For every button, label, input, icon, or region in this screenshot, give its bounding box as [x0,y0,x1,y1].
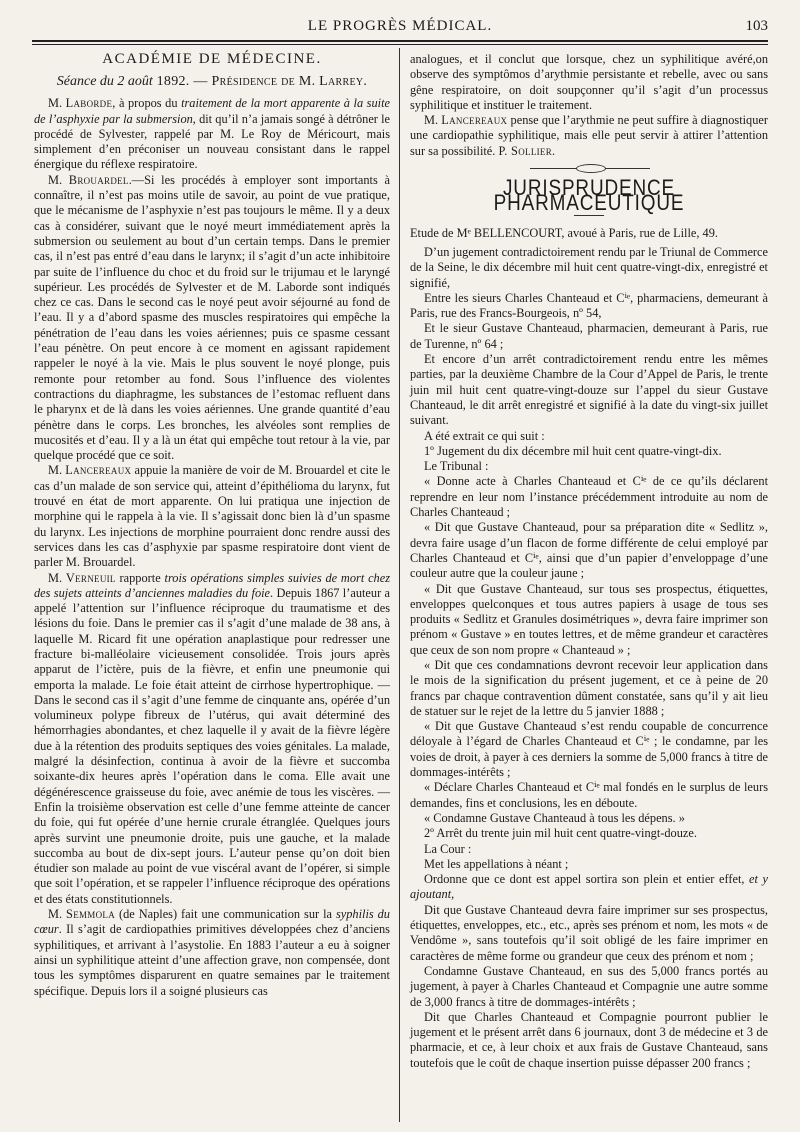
legal-paragraph: « Dit que Gustave Chanteaud s’est rendu coupable de concurrence déloyale à l’égard de Charles Chanteaud et Cⁱᵉ ; le condamne, par les voies de droit, à payer à ces derniers la somme de 5,000 francs à titre de dommages-intérêts ; [410,719,768,780]
signature: P. Sollier. [498,143,556,158]
legal-paragraph: Dit que Gustave Chanteaud devra faire imprimer sur ses prospectus, étiquettes, enveloppes, etc., etc., après ses prénom et nom, les mots « de Vendôme », sans toutefois qu’il soit obligé de les faire imprimer en caractères de même forme ou grandeur que ceux des prénom et nom ; [410,902,768,963]
section-title: ACADÉMIE DE MÉDECINE. [102,51,322,67]
speaker-name: Brouardel [68,172,129,187]
paragraph-ordonne: Ordonne que ce dont est appel sortira son plein et entier effet, et y ajoutant, [410,872,768,902]
speaker-name: Lancereaux [65,463,132,478]
legal-paragraph: A été extrait ce qui suit : [424,428,545,443]
journal-title: LE PROGRÈS MÉDICAL. [307,18,493,34]
right-column [410,52,768,1071]
legal-paragraph: Dit que Charles Chanteaud et Compagnie pourront publier le jugement et le présent arrêt dans 6 journaux, dont 3 de médecine et 3 de pharmacie, et ce, à leur choix et aux frais de Gustave Chanteaud, sans toutefois que le coût de chaque insertion puisse dépasser 200 francs ; [410,1009,768,1070]
speaker-name: Lancereaux [441,113,508,128]
legal-paragraph: « Dit que Gustave Chanteaud, pour sa préparation dite « Sedlitz », devra faire usage d’un flacon de forme différente de celui employé par Charles Chanteaud et Cⁱᵉ, ainsi que d’un papier d’enveloppage d’une couleur autre que la couleur jaune ; [410,520,768,581]
legal-paragraph: « Dit que ces condamnations devront recevoir leur application dans le mois de la signification du présent jugement, et ce à peine de 20 francs par chaque contravention dûment constatée, sans qu’il y ait lieu de statuer sur le rejet de la lettre du 5 janvier 1888 ; [410,657,768,718]
paragraph-verneuil: M. Verneuil rapporte trois opérations simples suivies de mort chez des sujets atteints d’anciennes maladies du foie. Depuis 1867 l’auteur a appelé l’attention sur l’influence réciproque du traumatisme et des lésions du foie. Dans le premier cas il s’agit d’une malade de 38 ans, à laquelle M. Ricard fit une opération anaplastique pour redresser une fracture bi-malléolaire vicieusement consolidée. Trois jours après apparut de l’ictère, puis de la fièvre, et enfin une pneumonie qui emporta la malade. Le foie était atteint de cirrhose hypertrophique. — Dans le second cas il s’agit d’une femme de cinquante ans, opérée d’un volumineux polype fibreux de l’utérus, qui avait déterminé des hémorrhagies abondantes, et chez laquelle il y avait de la fièvre légère due à la rétention des produits septiques des voies génitales. La malade, malgré la désinfection, continua à avoir de la fièvre et succomba soixante-dix heures après l’opération dans le coma. Elle avait une dégénérescence graisseuse du foie, avec anémie de tous les viscères. — Enfin la troisième observation est celle d’une femme atteinte de cancer du foie, qui fut opérée d’une hernie crurale étranglée. Quelques jours après survint une pneumonie droite, puis une gauche, et la malade succomba au bout de dix-sept jours. L’auteur pense qu’on doit bien étudier son malade au point de vue viscéral avant de l’opérer, si simple que soit l’opération, et se rappeler l’influence réciproque des opérations et des états constitutionnels. [34,570,391,906]
paragraph-laborde: M. Laborde, à propos du traitement de la mort apparente à la suite de l’asphyxie par la submersion, dit qu’il n’a jamais songé à détrôner le procédé de Sylvester, rappelé par M. Le Roy de Méricourt, mais simplement d’en préconiser un nouveau consistant dans le rappel énergique du réflexe respiratoire. [34,96,390,172]
page-number: 103 [745,18,768,34]
running-header [32,18,768,40]
legal-paragraph: Entre les sieurs Charles Chanteaud et Cⁱᵉ, pharmaciens, demeurant à Paris, rue des Francs-Bourgeois, nº 54, [410,290,768,321]
paragraph-semmola: M. Semmola (de Naples) fait une communication sur la syphilis du cœur. Il s’agit de cardiopathies primitives développées chez d’anciens syphilitiques, et arrivant à l’asystolie. En 1883 l’auteur a eu à soigner ainsi un syphilitique atteint d’une affection grave, non compensée, dont tous les symptômes disparurent en quatre semaines par le traitement spécifique. Depuis lors il a soigné plusieurs cas [34,907,390,998]
speaker-name: Laborde [65,96,113,111]
legal-paragraph: « Dit que Gustave Chanteaud, sur tous ses prospectus, étiquettes, enveloppes quelconques et tous autres papiers à usage de tous ses produits « Sedlitz et Granules dosimétriques », devra faire imprimer son prénom « Gustave » en toutes lettres, et de même grandeur et caractères que ceux de son nom propre « Chanteaud » ; [410,581,768,657]
legal-paragraph: « Condamne Gustave Chanteaud à tous les dépens. » [424,810,685,825]
section-heading: JURISPRUDENCE PHARMACEUTIQUE [493,175,685,216]
ornament-divider [410,162,768,176]
legal-paragraph: Et encore d’un arrêt contradictoirement rendu entre les mêmes parties, par la deuxième Chambre de la Cour d’Appel de Paris, le trente juin mil huit cent quatre-vingt-douze sur l’appel du sieur Gustave Chanteaud, le dit arrêt enregistré et signifié à la date du vingt-six juillet suivant. [410,352,768,428]
legal-paragraph: 2º Arrêt du trente juin mil huit cent quatre-vingt-douze. [424,826,697,841]
paragraph-lancereaux-2: M. Lancereaux pense que l’arythmie ne peut suffire à diagnostiquer une cardiopathie syphilitique, mais elle peut servir à attirer l’attention sur sa possibilité. P. Sollier. [410,113,768,158]
left-column [34,52,390,999]
seance-line: Séance du 2 août 1892. — Présidence de M. Larrey. [56,74,368,90]
legal-text-2 [410,903,768,1071]
paragraph-brouardel: M. Brouardel.—Si les procédés à employer sont importants à connaître, il n’est pas moins utile de savoir, au point de vue pratique, que le mécanisme de l’asphyxie n’est pas toujours le même. Il y a deux cas à considérer, suivant que le noyé meurt immédiatement après la submersion ou seulement au bout d’un certain temps. Dans le premier cas, il n’est pas entré d’eau dans le larynx; il s’agit d’un acte inhibitoire par suite de l’influence du choc et du froid sur le trijumau et le laryngé supérieur. Les procédés de Sylvester et de M. Laborde sont indiqués chez ce cas. Dans le second cas le noyé peut avoir séjourné au fond de l’eau. Il y a d’abord spasme des muscles respiratoires qui empêche la pénétration de l’eau dans les voies aériennes; puis ce spasme cessant l’eau pénètre. On peut encore à ce moment en agissant rapidement rappeler le noyé à la vie. Mais le plus souvent le noyé plonge, puis remonte pour retomber au fond. Sous l’influence des violentes contractions du diaphragme, les substances de l’estomac refluent dans le pharynx et de là dans les voies aériennes. Une grande quantité d’eau pénètre dans le corps. Les bronches, les alvéoles sont remplies de mucosités et d’eau. Il y a là un état qui empêche tout retour à la vie, par quelque procédé que ce soit. [34,172,390,463]
legal-paragraph: Le Tribunal : [424,459,489,474]
column-divider [399,48,400,1122]
legal-paragraph: D’un jugement contradictoirement rendu par le Triunal de Commerce de la Seine, le dix décembre mil huit cent quatre-vingt-dix, enregistré et signifié, [410,244,768,290]
paragraph-continuation: analogues, et il conclut que lorsque, chez un syphilitique avéré,on observe des symptômos d’arythmie persistante et rebelle, avec ou sans gêne respiratoire, on doit soupçonner qu’il s’agit d’un processus syphilitique et instituer le traitement. [410,52,768,112]
legal-paragraph: Condamne Gustave Chanteaud, en sus des 5,000 francs portés au jugement, à payer à Charles Chanteaud et Compagnie une autre somme de 3,000 francs à titre de dommages-intérêts ; [410,963,768,1009]
legal-paragraph: 1º Jugement du dix décembre mil huit cent quatre-vingt-dix. [424,443,722,458]
speaker-name: Verneuil [65,570,116,585]
etude-line: Etude de Mᵉ BELLENCOURT, avoué à Paris, rue de Lille, 49. [410,225,718,240]
speaker-name: Semmola [66,907,115,922]
legal-text [410,245,768,872]
legal-paragraph: Met les appellations à néant ; [424,856,569,871]
paragraph-lancereaux: M. Lancereaux appuie la manière de voir de M. Brouardel et cite le cas d’un malade de son service qui, atteint d’épithélioma du larynx, fut trouvé en état de mort apparente. On lui pratiqua une injection de morphine qui le rappela à la vie. Il s’agissait donc bien là d’un spasme du larynx. Les injections de morphine pourraient donc rendre aussi des services dans les cas d’asphyxie par spasme respiratoire dont vient de parler M. Brouardel. [34,463,390,570]
header-rule [32,40,768,42]
legal-paragraph: Et le sieur Gustave Chanteaud, pharmacien, demeurant à Paris, rue de Turenne, nº 64 ; [410,321,768,351]
legal-paragraph: « Donne acte à Charles Chanteaud et Cⁱᵉ de ce qu’ils déclarent reprendre en leur nom l’instance précédemment introduite au nom de Charles Chanteaud ; [410,474,768,520]
legal-paragraph: La Cour : [424,841,472,856]
legal-paragraph: « Déclare Charles Chanteaud et Cⁱᵉ mal fondés en le surplus de leurs demandes, fins et conclusions, les en déboute. [410,780,768,810]
header-rule-thin [32,44,768,45]
